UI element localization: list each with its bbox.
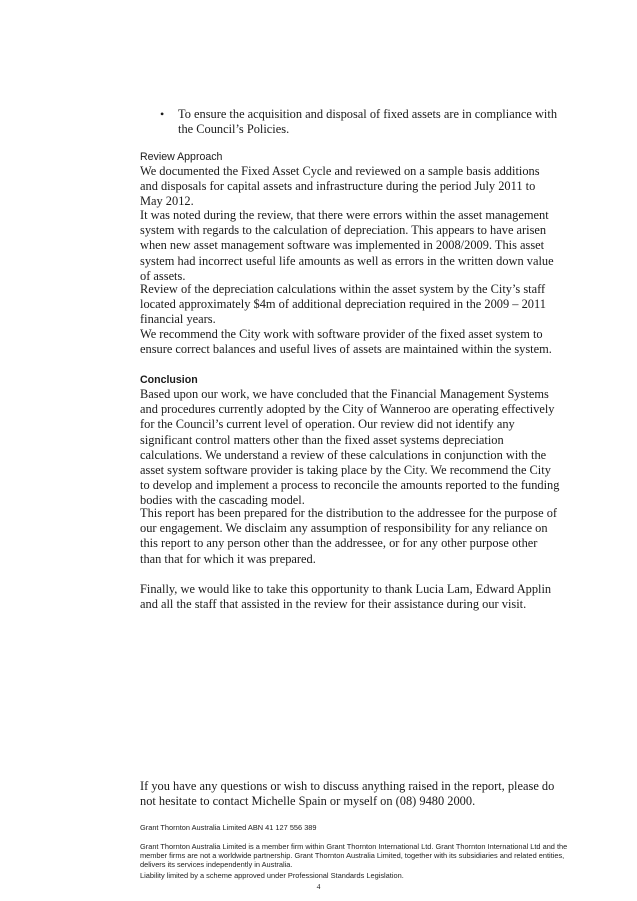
conclusion-paragraph-2: This report has been prepared for the distribution to the addressee for the purpose of our engagement. We disclaim any assumption of responsibility for any reliance on this report to any person other than the addressee, or for any other purpose other than that for which it was prepared. bbox=[140, 506, 558, 566]
review-approach-paragraph-2: It was noted during the review, that there were errors within the asset management system with regards to the calculation of depreciation. This appears to have arisen when new asset management software was implemented in 2008/2009. This asset system had incorrect useful life amounts as well as errors in the written down value of assets. bbox=[140, 208, 554, 283]
review-approach-paragraph-1: We documented the Fixed Asset Cycle and reviewed on a sample basis additions and disposals for capital assets and infrastructure during the period July 2011 to May 2012. bbox=[140, 164, 540, 209]
conclusion-paragraph-3: Finally, we would like to take this opportunity to thank Lucia Lam, Edward Applin and all the staff that assisted in the review for their assistance during our visit. bbox=[140, 582, 552, 612]
contact-paragraph: If you have any questions or wish to discuss anything raised in the report, please do not hesitate to contact Michelle Spain or myself on (08) 9480 2000. bbox=[140, 779, 555, 809]
review-approach-paragraph-3: Review of the depreciation calculations within the asset system by the City’s staff located approximately $4m of additional depreciation required in the 2009 – 2011 financial years. bbox=[140, 282, 546, 327]
review-approach-paragraph-4: We recommend the City work with software provider of the fixed asset system to ensure correct balances and useful lives of assets are maintained within the system. bbox=[140, 327, 552, 357]
footer-disclaimer: Grant Thornton Australia Limited is a member firm within Grant Thornton International Ltd. Grant Thornton International Ltd and the member firms are not a worldwide partnership. Grant Thornton Australia Limited, together with its subsidiaries and related entities, delivers its services independently in Australia. bbox=[140, 842, 568, 870]
footer-liability: Liability limited by a scheme approved under Professional Standards Legislation. bbox=[140, 871, 404, 880]
page-number: 4 bbox=[316, 882, 321, 891]
review-approach-heading: Review Approach bbox=[140, 151, 223, 163]
conclusion-heading: Conclusion bbox=[140, 374, 198, 386]
bullet-text: To ensure the acquisition and disposal of fixed assets are in compliance with the Council’s Policies. bbox=[178, 107, 558, 137]
footer-abn: Grant Thornton Australia Limited ABN 41 127 556 389 bbox=[140, 823, 317, 832]
bullet-icon: • bbox=[160, 107, 165, 121]
conclusion-paragraph-1: Based upon our work, we have concluded that the Financial Management Systems and procedures currently adopted by the City of Wanneroo are operating effectively for the Council’s current level of operation. Our review did not identify any significant control matters other than the fixed asset systems depreciation calculations. We understand a review of these calculations in conjunction with the asset system software provider is taking place by the City. We recommend the City to develop and implement a process to reconcile the amounts reported to the funding bodies with the cascading model. bbox=[140, 387, 560, 508]
